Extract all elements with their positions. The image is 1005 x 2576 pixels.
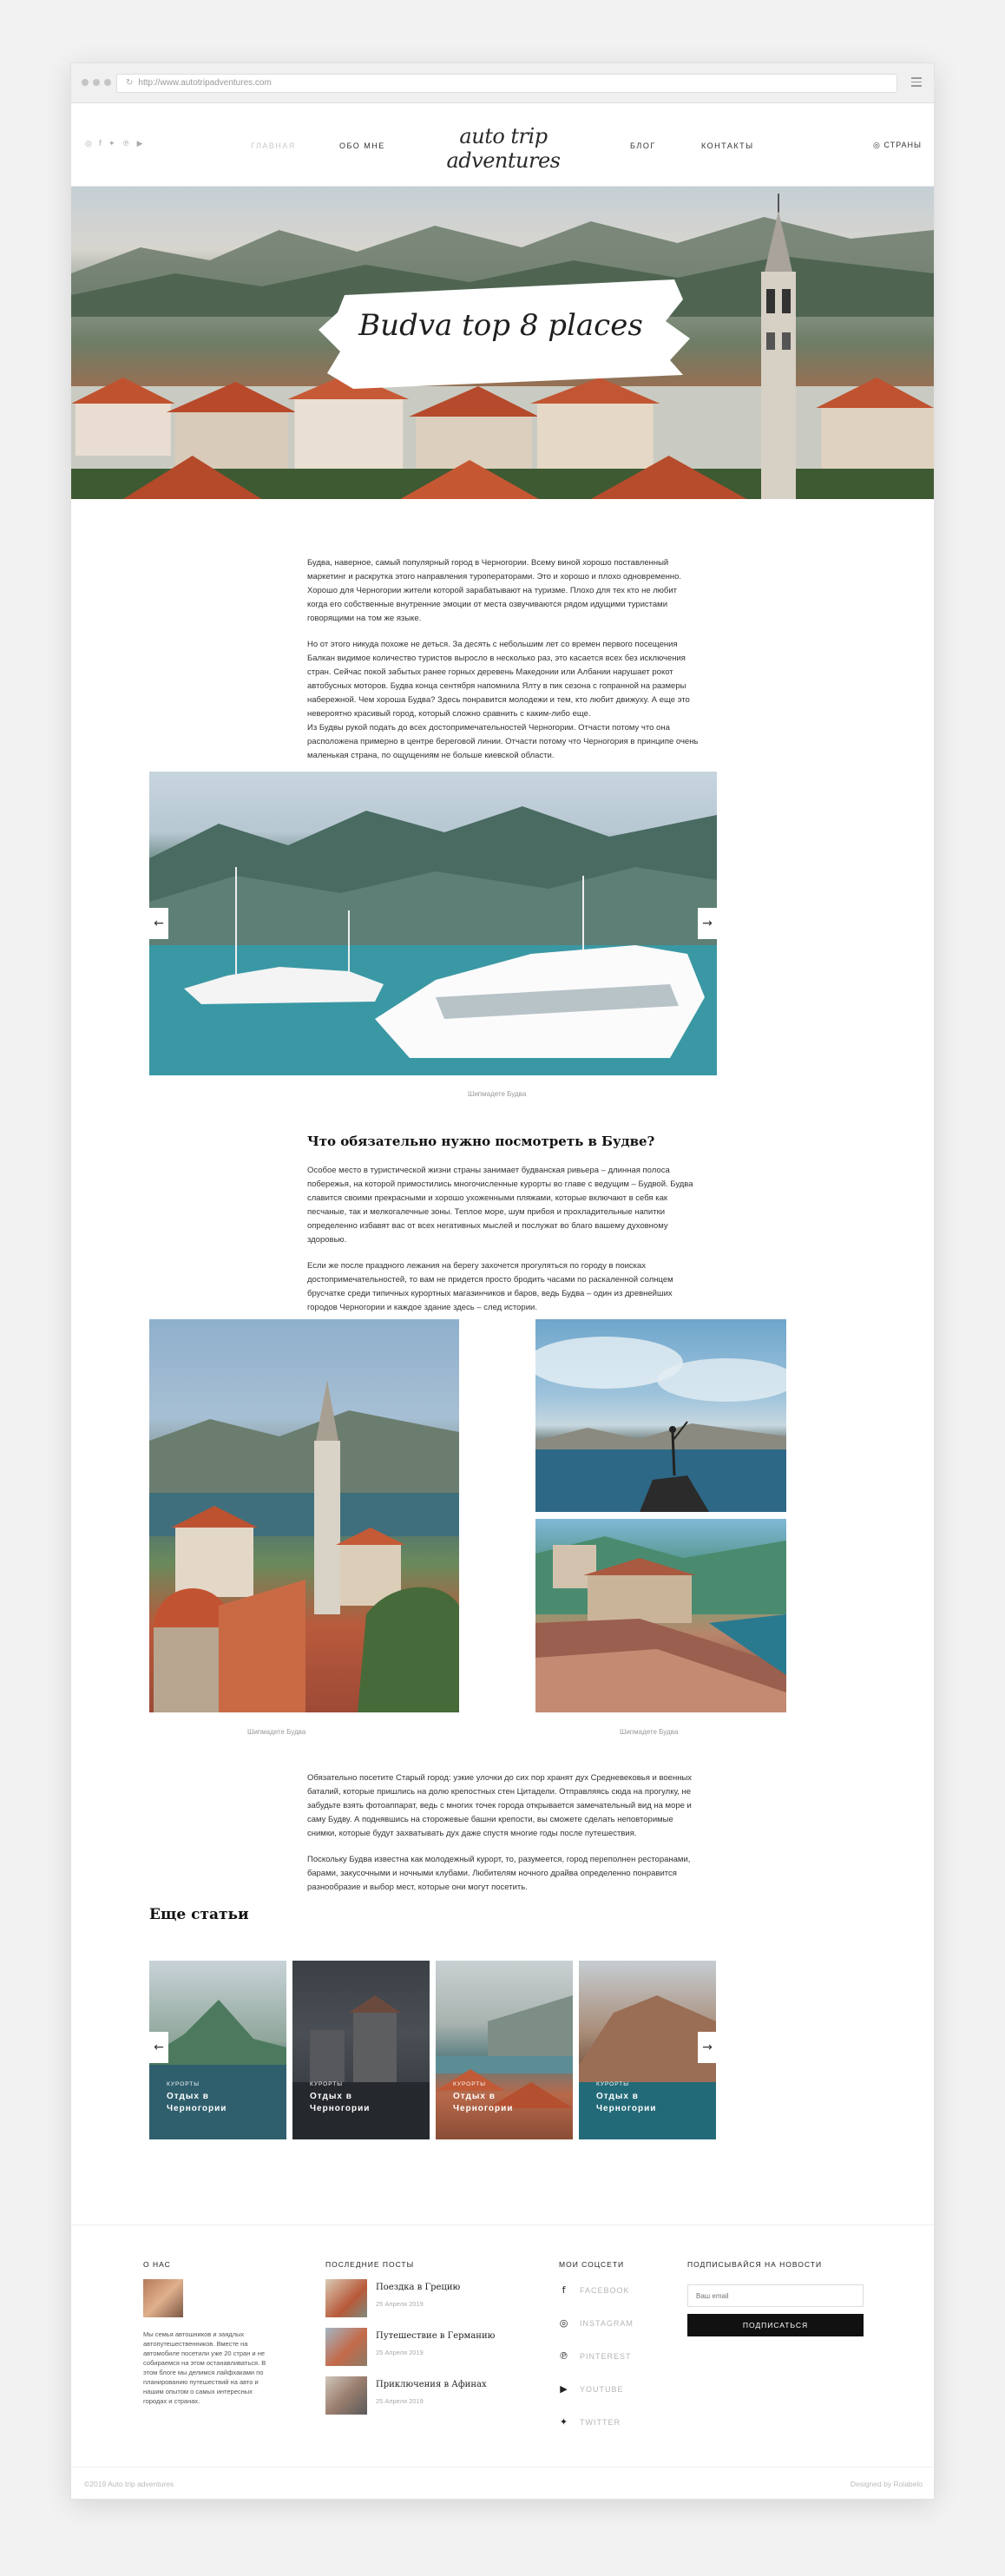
old-town-illustration	[149, 1319, 459, 1712]
instagram-icon[interactable]: ◎	[85, 140, 92, 148]
more-articles-title: Еще статьи	[149, 1906, 249, 1923]
browser-menu-icon[interactable]	[911, 77, 922, 89]
social-link-youtube[interactable]	[559, 2383, 624, 2395]
social-label: INSTAGRAM	[580, 2318, 634, 2328]
post-thumbnail	[325, 2279, 367, 2317]
nav-home[interactable]: ГЛАВНАЯ	[251, 141, 296, 150]
social-label: PINTEREST	[580, 2351, 632, 2361]
social-link-twitter[interactable]	[559, 2416, 621, 2428]
slider-caption: Шипмадете Будва	[468, 1090, 527, 1098]
social-link-instagram[interactable]	[559, 2317, 634, 2329]
card-title: Отдых в Черногории	[310, 2092, 371, 2113]
gallery-image-old-town[interactable]	[149, 1319, 459, 1712]
slider-next-button[interactable]: →	[698, 908, 717, 939]
twitter-icon: ✦	[559, 2416, 569, 2428]
cards-next-button[interactable]: →	[698, 2032, 717, 2063]
post-title: Поездка в Грецию	[376, 2283, 461, 2292]
card-title: Отдых в Черногории	[167, 2092, 227, 2113]
card-title: Отдых в Черногории	[453, 2092, 514, 2113]
card-category: КУРОРТЫ	[310, 2081, 344, 2087]
avatar	[143, 2279, 183, 2317]
nav-contacts[interactable]: КОНТАКТЫ	[701, 141, 754, 150]
social-label: YOUTUBE	[580, 2384, 624, 2394]
header-social-icons	[85, 140, 143, 148]
browser-window	[70, 62, 935, 2500]
cards-prev-button[interactable]: ←	[149, 2032, 168, 2063]
youtube-icon[interactable]: ▶	[136, 140, 143, 148]
intro-paragraph: Но от этого никуда похоже не деться. За десять с небольшим лет со времен первого посещения Балкан видимое количество туристов выросло в несколько раз, это касается всех без исключения стран. Сейчас покой забытых ранее горных деревень Македонии или Албании нарушает рокот автобусных моторов. Будва конца сентября напомнила Ялту в пик сезона с гопранной на размеры набережной. Чем хороша Будва? Здесь понравится молодежи и тем, кто любит движуху. А еще это невероятно красивый город, который сложно сравнить с каким-либо еще.	[307, 640, 690, 719]
gallery-caption-right: Шипмадете Будва	[620, 1728, 679, 1736]
address-bar[interactable]	[116, 74, 897, 93]
facebook-icon[interactable]: f	[98, 140, 102, 148]
intro-paragraph: Будва, наверное, самый популярный город в Черногории. Всему виной хорошо поставленный маркетинг и раскрутка этого направления туроператорами. Это и хорошо и плохо одновременно. Хорошо для Черногории жители которой зарабатывают на туризме. Плохо для тех кто не любит когда его собственные внутренние эмоции от места озвучиваются рядом идущими туристами говорящими на том же языке.	[307, 558, 682, 623]
coast-village-illustration	[535, 1519, 786, 1712]
gallery-image-coast-village[interactable]	[535, 1519, 786, 1712]
section3-paragraph: Обязательно посетите Старый город: узкие улочки до сих пор хранят дух Средневековья и военных баталий, которые пришлись на долю крепостных стен Цитадели. Отправляясь сюда на прогулку, не забудьте взять фотоаппарат, ведь с многих точек города открывается замечательный вид на море и саму Будву. А поднявшись на сторожевые башни крепости, вы сможете сделать неповторимые снимки, которые будут захватывать дух даже спустя многие годы после путешествия.	[307, 1773, 693, 1838]
footer-bottom-bar	[71, 2467, 935, 2500]
section3-text	[307, 1771, 700, 1907]
gallery-caption-left: Шипмадете Будва	[247, 1728, 306, 1736]
subscribe-button[interactable]: ПОДПИСАТЬСЯ	[687, 2314, 864, 2336]
section2-paragraph: Если же после праздного лежания на берегу захочется прогуляться по городу в поисках достопримечательностей, то вам не придется просто бродить часами по раскаленной солнцем брусчатке среди типичных курортных магазинчиков и баров, ведь Будва – один из древнейших городов Черногории и каждое здание здесь – след истории.	[307, 1261, 673, 1312]
post-thumbnail	[325, 2328, 367, 2366]
social-label: TWITTER	[580, 2417, 621, 2427]
copyright: ©2019 Auto trip adventures	[84, 2480, 174, 2488]
pinterest-icon[interactable]: ℗	[122, 140, 130, 148]
countries-menu[interactable]	[873, 141, 922, 150]
article-card[interactable]	[149, 1961, 286, 2139]
recent-post[interactable]	[325, 2328, 534, 2366]
url-text: http://www.autotripadventures.com	[138, 78, 272, 88]
slider-prev-button[interactable]: ←	[149, 908, 168, 939]
image-slider[interactable]	[149, 772, 717, 1075]
twitter-icon[interactable]: ✦	[108, 140, 115, 148]
hero-bell-tower	[744, 194, 813, 499]
social-link-pinterest[interactable]	[559, 2350, 632, 2362]
pinterest-icon: ℗	[559, 2350, 569, 2362]
gallery-image-ballerina[interactable]	[535, 1319, 786, 1512]
post-date: 25 Апреля 2019	[376, 2300, 424, 2308]
article-card[interactable]	[436, 1961, 573, 2139]
site-footer	[71, 2224, 935, 2500]
browser-chrome	[71, 63, 934, 103]
globe-icon: ◎	[873, 141, 881, 150]
countries-label: СТРАНЫ	[883, 141, 922, 149]
intro-paragraph: Из Будвы рукой подать до всех достопримечательностей Черногории. Отчасти потому что она расположена примерно в центре береговой линии. Отчасти потому что Черногория в принципе очень маленькая страна, по ощущениям не больше киевской области.	[307, 723, 699, 760]
card-title: Отдых в Черногории	[596, 2092, 657, 2113]
nav-about[interactable]: ОБО МНЕ	[339, 141, 385, 150]
post-date: 25 Апреля 2019	[376, 2397, 424, 2405]
section2-text	[307, 1164, 700, 1327]
intro-text	[307, 556, 700, 775]
recent-post[interactable]	[325, 2376, 534, 2415]
window-controls[interactable]	[82, 79, 111, 86]
about-text: Мы семья автошников и заядлых автопутешественников. Вместе на автомобиле посетили уже 20 стран и не собираемся на этом останавливаться. В этом блоге мы делимся лайфхаками по планированию путешествий на авто и нашим опытом о самых интересных городах и странах.	[143, 2330, 266, 2405]
instagram-icon: ◎	[559, 2317, 569, 2329]
section2-paragraph: Особое место в туристической жизни страны занимает будванская ривьера – длинная полоса побережья, на которой примостились многочисленные курорты во главе с ведущим – Будвой. Будва славится своими прекрасными и хорошо ухоженными пляжами, которые включают в себя как песчаные, так и мелкогалечные зоны. Теплое море, шум прибоя и прохладительные напитки определенно избавят вас от всех негативных мыслей и послужат во благо вашему духовному здоровью.	[307, 1166, 693, 1245]
card-category: КУРОРТЫ	[453, 2081, 487, 2087]
ballerina-illustration	[535, 1319, 786, 1512]
nav-blog[interactable]: БЛОГ	[630, 141, 656, 150]
card-category: КУРОРТЫ	[596, 2081, 630, 2087]
hero-banner	[71, 187, 934, 499]
recent-posts-heading: ПОСЛЕДНИЕ ПОСТЫ	[325, 2260, 415, 2269]
article-card[interactable]	[292, 1961, 430, 2139]
site-header	[71, 103, 934, 187]
social-heading: МОИ СОЦСЕТИ	[559, 2260, 625, 2269]
email-field[interactable]	[687, 2284, 864, 2307]
social-label: FACEBOOK	[580, 2285, 630, 2295]
reload-icon[interactable]: ↻	[126, 78, 134, 88]
slider-harbor-image	[149, 772, 717, 1075]
post-title: Путешествие в Германию	[376, 2331, 496, 2341]
about-heading: О НАС	[143, 2260, 171, 2269]
section-heading: Что обязательно нужно посмотреть в Будве?	[307, 1134, 655, 1149]
facebook-icon: f	[562, 2284, 567, 2296]
recent-post[interactable]	[325, 2279, 534, 2317]
card-category: КУРОРТЫ	[167, 2081, 200, 2087]
post-title: Приключения в Афинах	[376, 2380, 487, 2389]
article-card[interactable]	[579, 1961, 716, 2139]
post-date: 25 Апреля 2019	[376, 2349, 424, 2356]
section3-paragraph: Поскольку Будва известна как молодежный курорт, то, разумеется, город переполнен ресторанами, барами, закусочными и ночными клубами. Любителям ночного драйва определенно понравится разнообразие и выбор мест, которые они могут посетить.	[307, 1855, 691, 1892]
site-logo[interactable]: auto trip adventures	[446, 124, 561, 173]
hero-title: Budva top 8 places	[358, 308, 643, 343]
newsletter-heading: ПОДПИСЫВАЙСЯ НА НОВОСТИ	[687, 2260, 823, 2269]
post-thumbnail	[325, 2376, 367, 2415]
designed-by-link[interactable]: Designed by Rolabelo	[850, 2480, 923, 2488]
youtube-icon: ▶	[560, 2383, 568, 2395]
social-link-facebook[interactable]	[559, 2284, 630, 2296]
